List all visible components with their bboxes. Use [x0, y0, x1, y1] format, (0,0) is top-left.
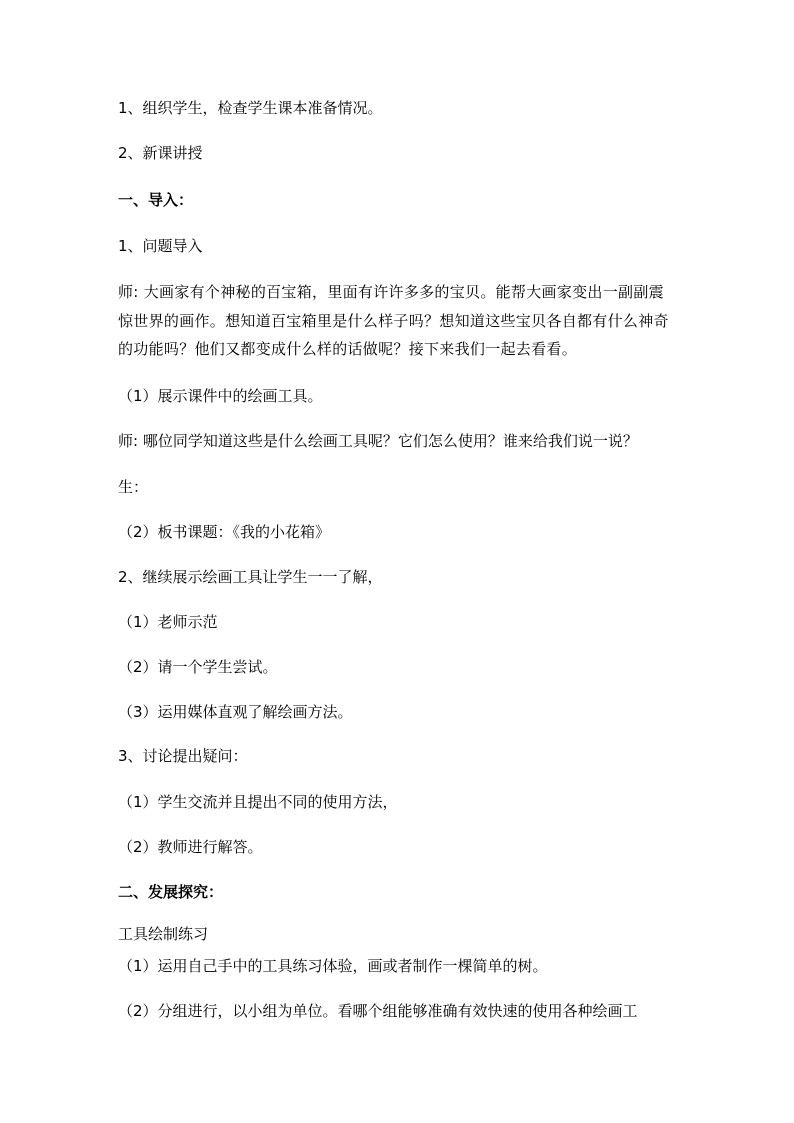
item-practice-tree: （1）运用自己手中的工具练习体验，画或者制作一棵简单的树。	[118, 957, 548, 975]
item-media-method: （3）运用媒体直观了解绘画方法。	[118, 703, 353, 721]
subheading-tool-practice: 工具绘制练习	[118, 925, 209, 943]
item-group-activity: （2）分组进行，以小组为单位。看哪个组能够准确有效快速的使用各种绘画工	[118, 1002, 638, 1020]
item-board-title: （2）板书课题：《我的小花箱》	[118, 523, 331, 541]
teacher-question: 师: 哪位同学知道这些是什么绘画工具呢？它们怎么使用？谁来给我们说一说？	[118, 432, 638, 450]
item-student-try: （2）请一个学生尝试。	[118, 658, 278, 676]
subheading-question-intro: 1、问题导入	[118, 237, 203, 255]
item-show-tools: （1）展示课件中的绘画工具。	[118, 387, 323, 405]
step-organize-students: 1、组织学生，检查学生课本准备情况。	[118, 99, 383, 117]
section-heading-development: 二、发展探究：	[118, 883, 224, 901]
section-heading-introduction: 一、导入：	[118, 191, 194, 209]
step-continue-showing-tools: 2、继续展示绘画工具让学生一一了解，	[118, 568, 383, 586]
item-student-exchange: （1）学生交流并且提出不同的使用方法，	[118, 793, 398, 811]
teacher-intro-paragraph: 师: 大画家有个神秘的百宝箱，里面有许许多多的宝贝。能帮大画家变出一副副震惊世界的画作。想知道百宝箱里是什么样子吗？想知道这些宝贝各自都有什么神奇的功能吗？他们又都变成什么样的话做呢？接下来我们一起去看看。	[118, 283, 669, 358]
student-response: 生：	[118, 478, 149, 496]
step-new-lesson: 2、新课讲授	[118, 144, 203, 162]
item-teacher-demo: （1）老师示范	[118, 613, 218, 631]
item-teacher-answer: （2）教师进行解答。	[118, 838, 263, 856]
step-discussion: 3、讨论提出疑问：	[118, 747, 248, 765]
